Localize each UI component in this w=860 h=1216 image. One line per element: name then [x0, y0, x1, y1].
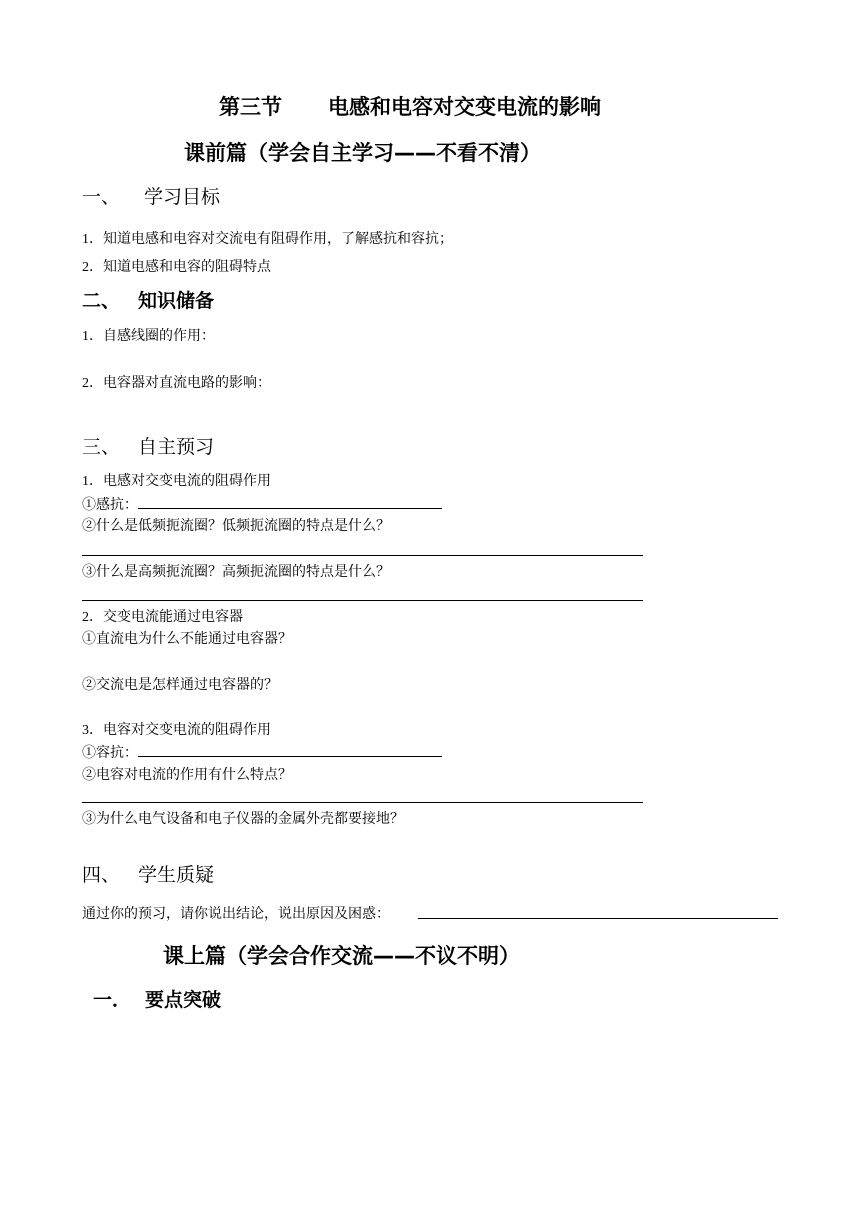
answer-rule[interactable] [418, 918, 778, 919]
section-1-number: 一、 [82, 186, 121, 208]
question-high-freq-choke: ③什么是高频扼流圈？高频扼流圈的特点是什么？ [82, 565, 390, 580]
key-points-number: 一． [93, 989, 132, 1011]
section-3-heading [82, 432, 214, 459]
section-3-number: 三、 [82, 436, 121, 458]
section-4-number: 四、 [82, 864, 121, 886]
inductive-reactance-label: ①感抗： [82, 498, 138, 513]
question-capacitance: 3．电容对交变电流的阻碍作用 [82, 723, 271, 738]
answer-rule[interactable] [82, 555, 643, 556]
section-2-title: 知识储备 [138, 290, 215, 312]
question-ac-capacitor: ②交流电是怎样通过电容器的？ [82, 678, 278, 693]
section-2-number: 二、 [82, 290, 121, 312]
section-1-heading [82, 182, 220, 209]
question-capacitor-feature: ②电容对电流的作用有什么特点？ [82, 768, 292, 783]
question-dc-capacitor: ①直流电为什么不能通过电容器？ [82, 632, 292, 647]
section-3-title: 自主预习 [138, 436, 215, 458]
knowledge-item: 1．自感线圈的作用： [82, 329, 215, 344]
capacitive-reactance-label: ①容抗： [82, 746, 138, 761]
in-class-heading: 课上篇（学会合作交流——不议不明） [163, 944, 520, 968]
answer-rule[interactable] [82, 600, 643, 601]
objective-item: 1．知道电感和电容对交流电有阻碍作用，了解感抗和容抗； [82, 232, 453, 247]
answer-blank[interactable] [138, 741, 442, 757]
section-number: 第三节 [219, 95, 282, 119]
question-inductance: 1．电感对交变电流的阻碍作用 [82, 474, 271, 489]
section-4-title: 学生质疑 [138, 864, 215, 886]
objective-item: 2．知道电感和电容的阻碍特点 [82, 260, 271, 275]
inductive-reactance-line [82, 493, 442, 514]
question-grounding: ③为什么电气设备和电子仪器的金属外壳都要接地？ [82, 812, 404, 827]
question-low-freq-choke: ②什么是低频扼流圈？低频扼流圈的特点是什么？ [82, 519, 390, 534]
answer-blank[interactable] [138, 493, 442, 509]
pre-class-heading: 课前篇（学会自主学习——不看不清） [184, 141, 541, 165]
page-title [219, 91, 601, 121]
key-points-heading [93, 985, 221, 1012]
section-2-heading [82, 286, 214, 313]
doubt-prompt: 通过你的预习，请你说出结论，说出原因及困惑： [82, 907, 390, 922]
capacitive-reactance-line [82, 741, 442, 762]
section-1-title: 学习目标 [144, 186, 221, 208]
section-4-heading [82, 860, 214, 887]
knowledge-item: 2．电容器对直流电路的影响： [82, 376, 271, 391]
question-capacitor-pass: 2．交变电流能通过电容器 [82, 610, 243, 625]
section-name: 电感和电容对交变电流的影响 [328, 95, 601, 119]
answer-rule[interactable] [82, 802, 643, 803]
key-points-title: 要点突破 [145, 989, 222, 1011]
